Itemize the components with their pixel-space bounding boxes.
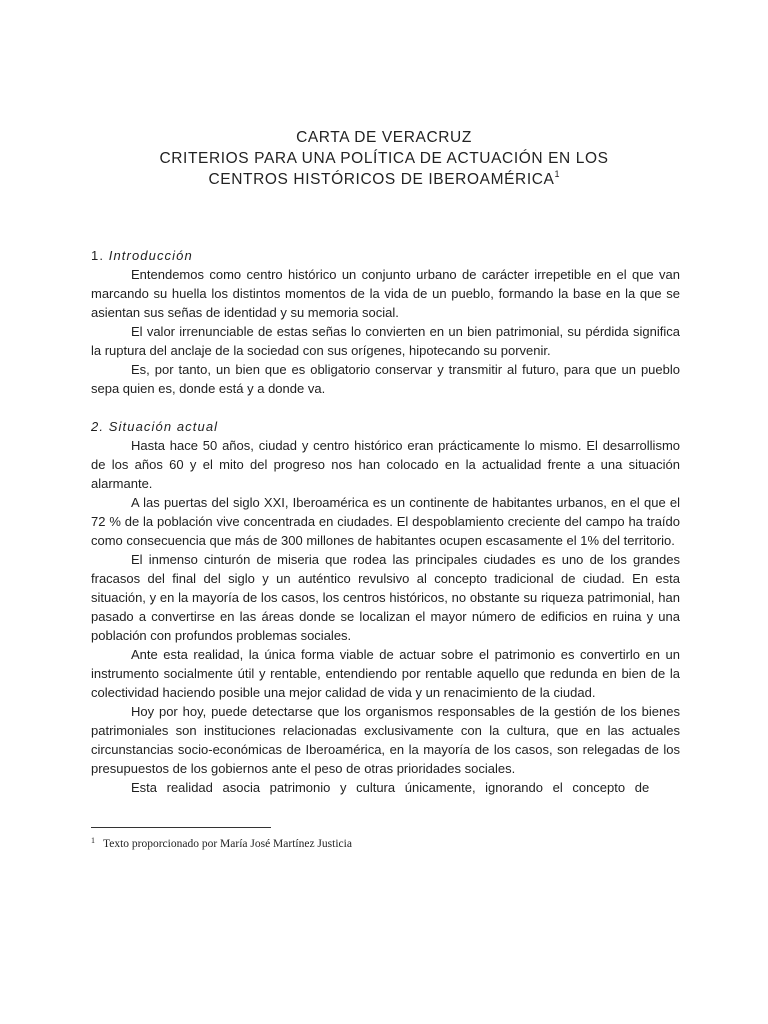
footnote-separator bbox=[91, 827, 271, 828]
paragraph: Hoy por hoy, puede detectarse que los organismos responsables de la gestión de los bienes patrimoniales son instituciones relacionadas exclusivamente con la cultura, que en las actuales circunstancias socio-económicas de Iberoamérica, en la mayoría de los casos, son relegadas de los presupuestos de los gobiernos ante el peso de otras prioridades sociales. bbox=[91, 704, 680, 776]
title-line-3 bbox=[0, 169, 768, 190]
paragraph: Entendemos como centro histórico un conjunto urbano de carácter irrepetible en el que van marcando su huella los distintos momentos de la vida de un pueblo, formando la base en la que se asientan sus señas de identidad y su memoria social. bbox=[91, 267, 680, 320]
section-heading-situacion-actual bbox=[91, 417, 680, 436]
paragraph: Es, por tanto, un bien que es obligatorio conservar y transmitir al futuro, para que un pueblo sepa quien es, donde está y a donde va. bbox=[91, 362, 680, 396]
title-footnote-ref: 1 bbox=[554, 169, 560, 179]
section-spacer bbox=[91, 398, 680, 417]
paragraph: Ante esta realidad, la única forma viable de actuar sobre el patrimonio es convertirlo en un instrumento socialmente útil y rentable, entendiendo por rentable aquello que redunda en bien de la colectividad haciendo posible una mejor calidad de vida y un renacimiento de la ciudad. bbox=[91, 647, 680, 700]
paragraph: El inmenso cinturón de miseria que rodea las principales ciudades es uno de los grandes fracasos del final del siglo y un auténtico revulsivo al concepto tradicional de ciudad. En esta situación, y en la mayoría de los casos, los centros históricos, no obstante su riqueza patrimonial, han pasado a convertirse en las áreas donde se localizan el mayor número de edificios en ruina y una población con profundos problemas sociales. bbox=[91, 552, 680, 643]
section-title: Introducción bbox=[108, 248, 193, 263]
footnote-number: 1 bbox=[91, 836, 95, 845]
document-title bbox=[0, 127, 768, 190]
section-number: 2. bbox=[91, 419, 105, 434]
title-line-3-text: CENTROS HISTÓRICOS DE IBEROAMÉRICA bbox=[208, 171, 555, 188]
title-line-1: CARTA DE VERACRUZ bbox=[296, 129, 472, 146]
document-body bbox=[91, 246, 680, 797]
paragraph-continued: Esta realidad asocia patrimonio y cultura únicamente, ignorando el concepto de bbox=[131, 780, 650, 795]
section-number: 1. bbox=[91, 248, 105, 263]
footnote-text: Texto proporcionado por María José Martínez Justicia bbox=[103, 838, 352, 850]
paragraph: El valor irrenunciable de estas señas lo convierten en un bien patrimonial, su pérdida significa la ruptura del anclaje de la sociedad con sus orígenes, hipotecando su porvenir. bbox=[91, 324, 680, 358]
paragraph: Hasta hace 50 años, ciudad y centro histórico eran prácticamente lo mismo. El desarrollismo de los años 60 y el mito del progreso nos han colocado en la actualidad frente a una situación alarmante. bbox=[91, 438, 680, 491]
section-title: Situación actual bbox=[108, 419, 219, 434]
section-heading-introduccion bbox=[91, 246, 680, 265]
title-line-2: CRITERIOS PARA UNA POLÍTICA DE ACTUACIÓN EN LOS bbox=[159, 150, 609, 167]
footnote bbox=[91, 836, 352, 850]
paragraph: A las puertas del siglo XXI, Iberoamérica es un continente de habitantes urbanos, en el que el 72 % de la población vive concentrada en ciudades. El despoblamiento creciente del campo ha traído como consecuencia que más de 300 millones de habitantes ocupen escasamente el 1% del territorio. bbox=[91, 495, 680, 548]
